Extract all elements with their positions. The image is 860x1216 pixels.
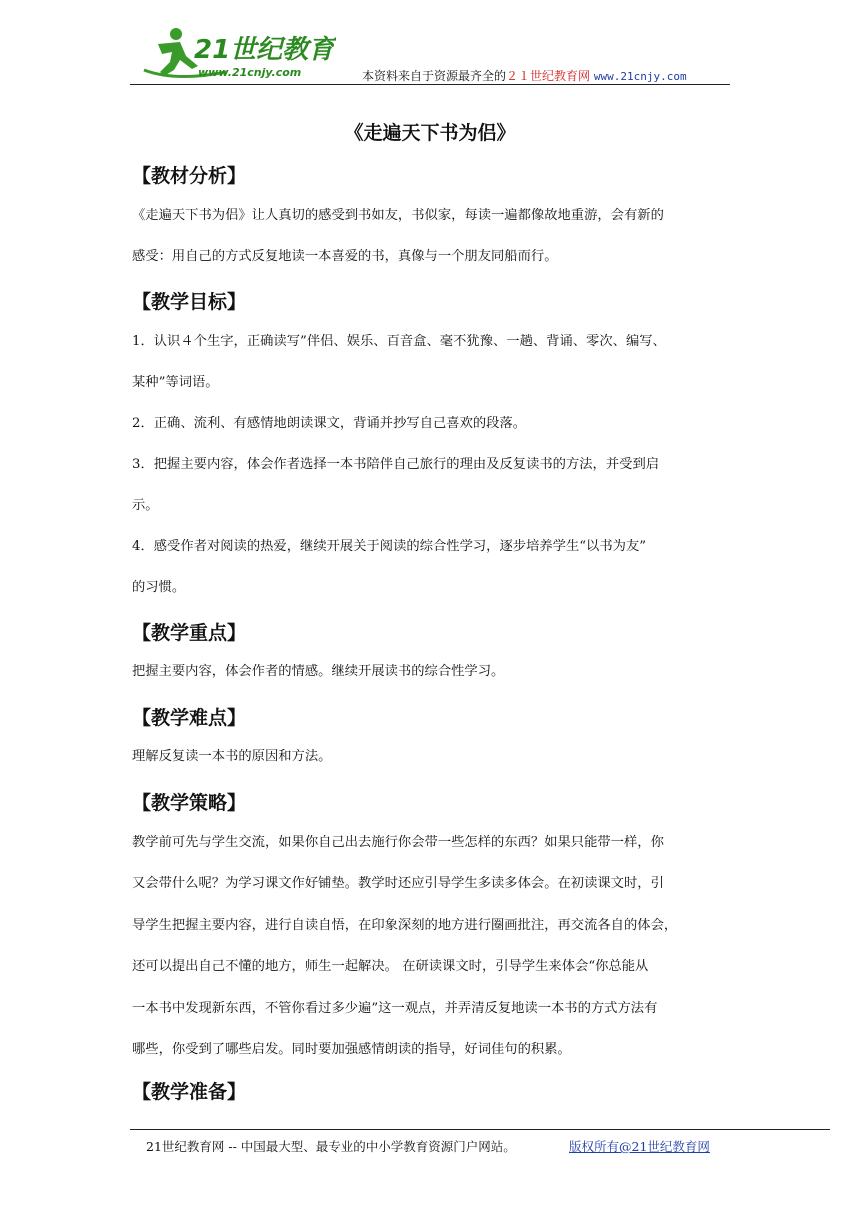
heading-key-points: 【教学重点】 [132, 622, 247, 644]
difficulties-line-1: 理解反复读一本书的原因和方法。 [132, 749, 332, 764]
key-points-line-1: 把握主要内容，体会作者的情感。继续开展读书的综合性学习。 [132, 664, 505, 679]
footer-copyright-link[interactable]: 版权所有@21世纪教育网 [569, 1139, 710, 1154]
strategy-line-2: 又会带什么呢？为学习课文作好铺垫。教学时还应引导学生多读多体会。在初读课文时，引 [132, 876, 664, 892]
21cnjy-logo [136, 22, 336, 82]
header-tagline [362, 67, 687, 84]
strategy-line-4: 还可以提出自己不懂的地方，师生一起解决。 在研读课文时，引导学生来体会“你总能从 [132, 959, 649, 975]
heading-analysis: 【教材分析】 [132, 165, 247, 187]
svg-text:21世纪教育: 21世纪教育 [194, 35, 335, 65]
document-title: 《走遍天下书为侣》 [344, 122, 516, 144]
goals-line-3: 2．正确、流利、有感情地朗读课文，背诵并抄写自己喜欢的段落。 [132, 416, 527, 431]
tagline-brand: ２１世纪教育网 [506, 69, 591, 83]
heading-goals: 【教学目标】 [132, 291, 247, 313]
strategy-paragraph [132, 822, 732, 1070]
goals-line-7: 的习惯。 [132, 580, 186, 595]
footer-text: 21世纪教育网 -- 中国最大型、最专业的中小学教育资源门户网站。 [146, 1139, 516, 1154]
strategy-line-1: 教学前可先与学生交流，如果你自己出去施行你会带一些怎样的东西？如果只能带一样，你 [132, 835, 664, 850]
goals-line-5: 示。 [132, 498, 159, 513]
analysis-line-2: 感受：用自己的方式反复地读一本喜爱的书，真像与一个朋友同船而行。 [132, 249, 558, 264]
tagline-prefix: 本资料来自于资源最齐全的 [362, 69, 507, 83]
goals-line-4: 3．把握主要内容，体会作者选择一本书陪伴自己旅行的理由及反复读书的方法，并受到启 [132, 457, 660, 472]
goals-line-6: 4．感受作者对阅读的热爱，继续开展关于阅读的综合性学习，逐步培养学生“以书为友” [132, 539, 647, 554]
strategy-line-3: 导学生把握主要内容，进行自读自悟，在印象深刻的地方进行圈画批注，再交流各自的体会， [132, 917, 678, 933]
svg-text:www.21cnjy.com: www.21cnjy.com [198, 66, 302, 79]
page-header [130, 18, 730, 86]
goals-line-2: 某种”等词语。 [132, 375, 219, 390]
strategy-line-5: 一本书中发现新东西，不管你看过多少遍”这一观点，并弄清反复地读一本书的方式方法有 [132, 1000, 658, 1016]
heading-strategy: 【教学策略】 [132, 792, 247, 814]
goals-line-1: 1．认识４个生字，正确读写”伴侣、娱乐、百音盒、毫不犹豫、一趟、背诵、零次、编写、 [132, 334, 666, 349]
heading-difficulties: 【教学难点】 [132, 707, 247, 729]
tagline-url[interactable]: www.21cnjy.com [593, 70, 687, 83]
heading-preparation: 【教学准备】 [132, 1081, 247, 1103]
analysis-line-1: 《走遍天下书为侣》让人真切的感受到书如友，书似家，每读一遍都像故地重游，会有新的 [132, 208, 664, 223]
header-divider [130, 84, 730, 85]
footer-divider [130, 1129, 830, 1130]
strategy-line-6: 哪些，你受到了哪些启发。同时要加强感情朗读的指导，好词佳句的积累。 [132, 1042, 571, 1058]
